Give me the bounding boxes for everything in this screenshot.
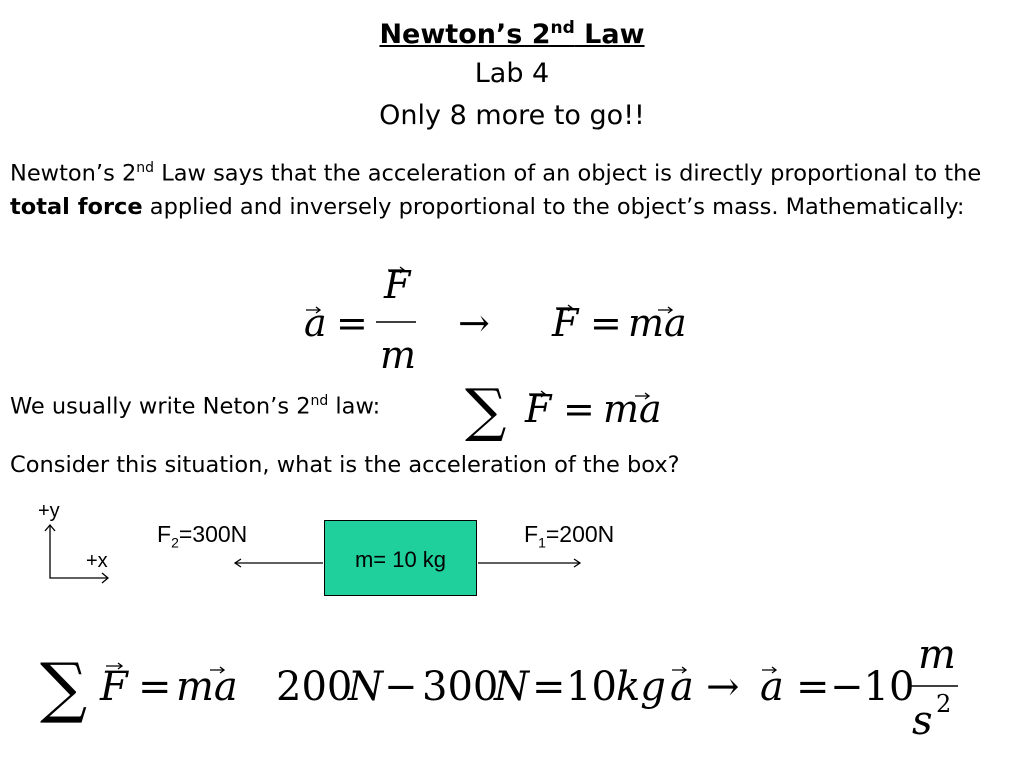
usual-text-1: We usually write Neton’s 2 [10, 393, 311, 420]
mass-box: m= 10 kg [324, 520, 477, 596]
f2-subscript: 2 [171, 534, 179, 551]
sol-s: s [912, 698, 933, 744]
force-arrow-right [478, 559, 580, 567]
sol-neg10: −10 [830, 664, 915, 710]
axes-icon [50, 525, 108, 578]
sol-equals-1: = [138, 664, 172, 710]
f2-value: =300N [178, 521, 248, 547]
f1-symbol: F [524, 521, 539, 547]
sol-equals-2: = [532, 664, 566, 710]
eq1-m: m [380, 333, 417, 377]
sol-200: 200 [276, 664, 353, 710]
eq2-sigma: ∑ [465, 376, 507, 442]
f1-value: =200N [545, 521, 615, 547]
intro-text-3: applied and inversely proportional to the object’s mass. Mathematically: [142, 193, 965, 220]
sol-sigma: ∑ [40, 649, 88, 726]
sol-a2: a [760, 664, 784, 710]
intro-text-1: Newton’s 2 [10, 160, 137, 187]
f1-subscript: 1 [538, 534, 546, 551]
lab-number: Lab 4 [474, 58, 550, 89]
sol-m: m [918, 632, 956, 678]
intro-bold-term: total force [10, 193, 143, 220]
tagline: Only 8 more to go!! [379, 100, 645, 131]
intro-superscript: nd [136, 160, 155, 176]
title-tail: Law [574, 19, 645, 50]
usual-superscript: nd [310, 393, 329, 409]
usual-text-2: law: [328, 393, 381, 420]
eq1-arrow: → [458, 301, 490, 345]
sol-exponent: 2 [936, 690, 952, 718]
y-axis-label: +y [38, 500, 60, 522]
eq1-F2: F [552, 301, 579, 345]
title-text: Newton’s 2 [379, 19, 551, 50]
eq1-equals: = [336, 301, 368, 345]
sol-N1: N [348, 664, 383, 710]
force-2-label [157, 521, 247, 551]
sol-arrow: → [706, 664, 740, 710]
sol-N2: N [494, 664, 529, 710]
x-axis-label: +x [86, 550, 108, 572]
sol-ma: ma [176, 664, 238, 710]
sol-300: 300 [422, 664, 499, 710]
sol-equals-3: = [796, 664, 830, 710]
eq2-ma: ma [603, 387, 662, 431]
force-1-label [524, 521, 614, 551]
sol-kg: kg [616, 664, 666, 710]
eq2-equals: = [563, 387, 595, 431]
solution-equation [38, 632, 978, 747]
f2-symbol: F [157, 521, 172, 547]
intro-text-2: Law says that the acceleration of an object is directly proportional to the [154, 160, 982, 187]
eq1-F: F [384, 263, 411, 307]
eq1-ma: ma [628, 301, 687, 345]
sol-10: 10 [566, 664, 617, 710]
sol-F: F [100, 664, 128, 710]
eq1-equals-2: = [590, 301, 622, 345]
sol-minus: − [384, 664, 418, 710]
force-arrow-left [235, 559, 323, 567]
eq1-a: a [304, 301, 327, 345]
eq2-F: F [525, 387, 552, 431]
title-superscript: nd [550, 18, 575, 38]
question-text: Consider this situation, what is the acceleration of the box? [10, 452, 680, 478]
sol-a1: a [670, 664, 694, 710]
